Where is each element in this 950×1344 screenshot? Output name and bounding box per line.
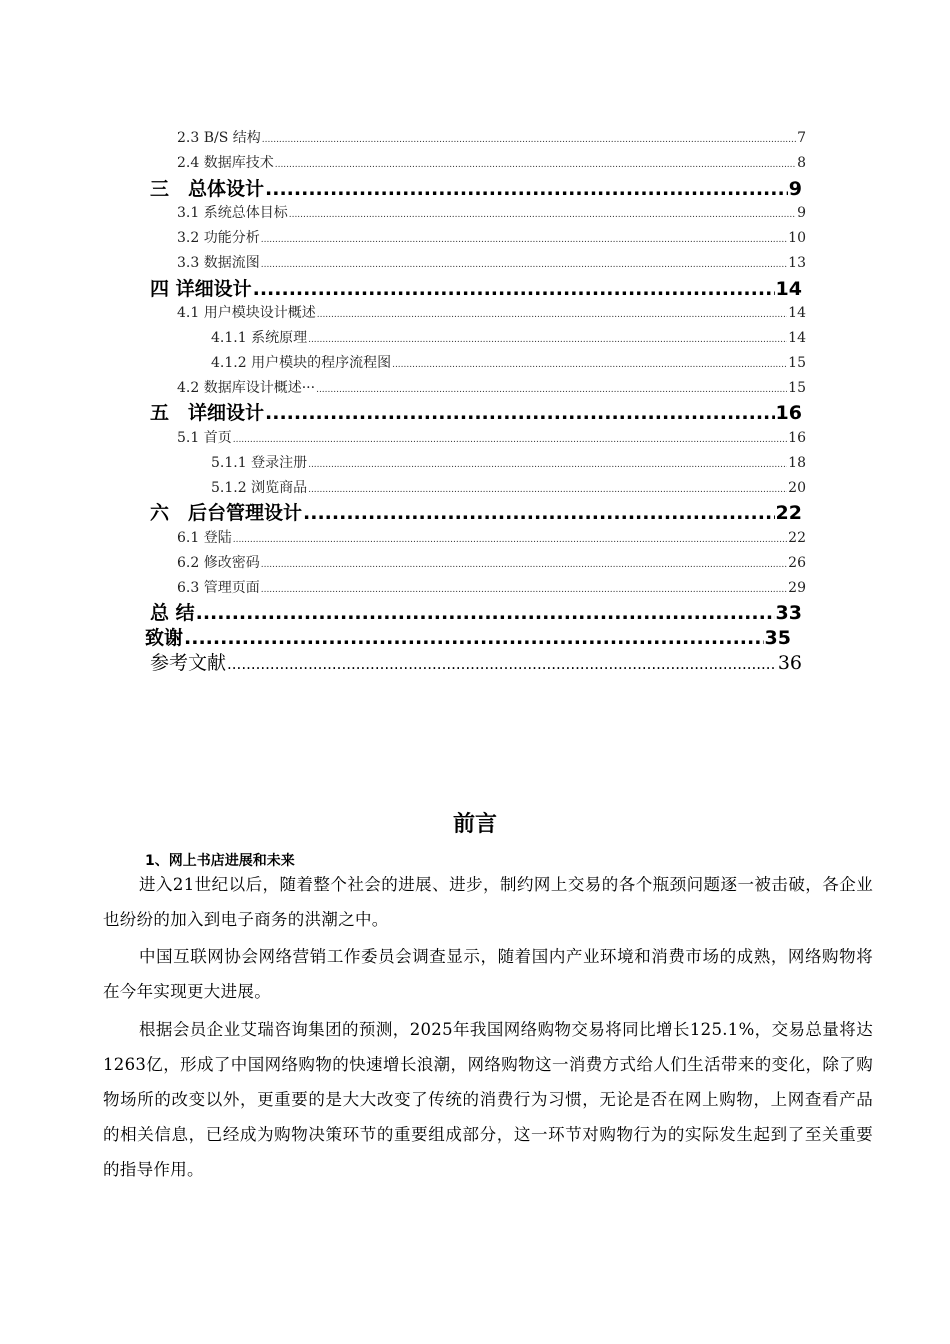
toc-chapter[interactable] xyxy=(150,274,802,301)
toc-entry-label: 5.1.1 登录注册 xyxy=(211,455,308,471)
toc-entry-page: 9 xyxy=(797,205,806,221)
toc-entry[interactable] xyxy=(177,252,806,272)
toc-entry-label: 4.1 用户模块设计概述 xyxy=(177,305,316,321)
toc-entry[interactable] xyxy=(211,327,806,347)
toc-entry-page: 7 xyxy=(797,130,806,146)
toc-chapter-page: 14 xyxy=(775,278,802,300)
toc-chapter-page: 9 xyxy=(788,178,802,200)
toc-chapter-label: 总 结 xyxy=(150,602,195,624)
toc-entry[interactable] xyxy=(177,127,806,147)
toc-chapter[interactable] xyxy=(145,623,791,650)
toc-entry-page: 10 xyxy=(788,230,806,246)
toc-chapter-label: 四 详细设计 xyxy=(150,278,252,300)
toc-entry[interactable] xyxy=(211,477,806,497)
toc-entry-label: 4.1.1 系统原理 xyxy=(211,330,308,346)
toc-entry-label: 3.2 功能分析 xyxy=(177,230,260,246)
toc-chapter-label: 五 详细设计 xyxy=(150,402,265,424)
toc-chapter[interactable] xyxy=(150,498,802,525)
paragraph: 根据会员企业艾瑞咨询集团的预测，2025年我国网络购物交易将同比增长125.1%，交易总量将达1263亿，形成了中国网络购物的快速增长浪潮，网络购物这一消费方式给人们生活带来的变化，除了购物场所的改变以外，更重要的是大大改变了传统的消费行为习惯，无论是否在网上购物，上网查看产品的相关信息，已经成为购物决策环节的重要组成部分，这一环节对购物行为的实际发生起到了至关重要的指导作用。 xyxy=(103,1020,873,1179)
toc-entry[interactable] xyxy=(177,152,806,172)
toc-chapter-label: 六 后台管理设计 xyxy=(150,502,303,524)
toc-entry[interactable] xyxy=(211,452,806,472)
toc-entry-label: 2.3 B/S 结构 xyxy=(177,130,261,146)
toc-chapter-page: 33 xyxy=(775,602,802,624)
toc-entry-label: 6.2 修改密码 xyxy=(177,555,260,571)
toc-chapter-page: 35 xyxy=(764,627,791,649)
paragraph: 中国互联网协会网络营销工作委员会调查显示，随着国内产业环境和消费市场的成熟，网络购物将在今年实现更大进展。 xyxy=(103,947,873,1001)
toc-entry-label: 3.3 数据流图 xyxy=(177,255,260,271)
toc-entry-page: 15 xyxy=(788,380,806,396)
toc-entry[interactable] xyxy=(177,202,806,222)
toc-entry-page: 8 xyxy=(797,155,806,171)
toc-entry-label: 5.1 首页 xyxy=(177,430,232,446)
toc-entry-label: 3.1 系统总体目标 xyxy=(177,205,288,221)
toc-entry-label: 4.2 数据库设计概述··· xyxy=(177,380,316,396)
paragraph: 进入21世纪以后，随着整个社会的进展、进步，制约网上交易的各个瓶颈问题逐一被击破，各企业也纷纷的加入到电子商务的洪潮之中。 xyxy=(103,875,873,929)
toc-entry[interactable] xyxy=(177,377,806,397)
toc-entry[interactable] xyxy=(177,527,806,547)
toc-references-label: 参考文献 xyxy=(150,652,227,674)
toc-entry-label: 6.1 登陆 xyxy=(177,530,232,546)
toc-entry-label: 4.1.2 用户模块的程序流程图 xyxy=(211,355,392,371)
toc-entry-page: 18 xyxy=(788,455,806,471)
preface-title: 前言 xyxy=(452,812,497,837)
section-heading: 1、网上书店进展和未来 xyxy=(145,853,295,869)
toc-entry-page: 29 xyxy=(788,580,806,596)
toc-entry-page: 14 xyxy=(788,330,806,346)
toc-entry[interactable] xyxy=(211,352,806,372)
toc-entry-label: 2.4 数据库技术 xyxy=(177,155,274,171)
toc-references[interactable] xyxy=(150,648,802,675)
toc-chapter-label: 三 总体设计 xyxy=(150,178,265,200)
toc-entry[interactable] xyxy=(177,577,806,597)
toc-entry-page: 22 xyxy=(788,530,806,546)
toc-entry[interactable] xyxy=(177,427,806,447)
toc-entry-label: 6.3 管理页面 xyxy=(177,580,260,596)
toc-chapter[interactable] xyxy=(150,398,802,425)
toc-chapter-page: 16 xyxy=(775,402,802,424)
toc-chapter[interactable] xyxy=(150,598,802,625)
toc-entry-page: 13 xyxy=(788,255,806,271)
toc-entry-page: 16 xyxy=(788,430,806,446)
toc-chapter[interactable] xyxy=(150,174,802,201)
toc-references-page: 36 xyxy=(777,652,802,674)
toc-entry-page: 20 xyxy=(788,480,806,496)
toc-entry-page: 26 xyxy=(788,555,806,571)
toc-entry-page: 14 xyxy=(788,305,806,321)
toc-entry-label: 5.1.2 浏览商品 xyxy=(211,480,308,496)
toc-chapter-page: 22 xyxy=(775,502,802,524)
toc-entry[interactable] xyxy=(177,227,806,247)
toc-entry[interactable] xyxy=(177,302,806,322)
toc-chapter-label: 致谢 xyxy=(145,627,184,649)
toc-entry-page: 15 xyxy=(788,355,806,371)
toc-entry[interactable] xyxy=(177,552,806,572)
